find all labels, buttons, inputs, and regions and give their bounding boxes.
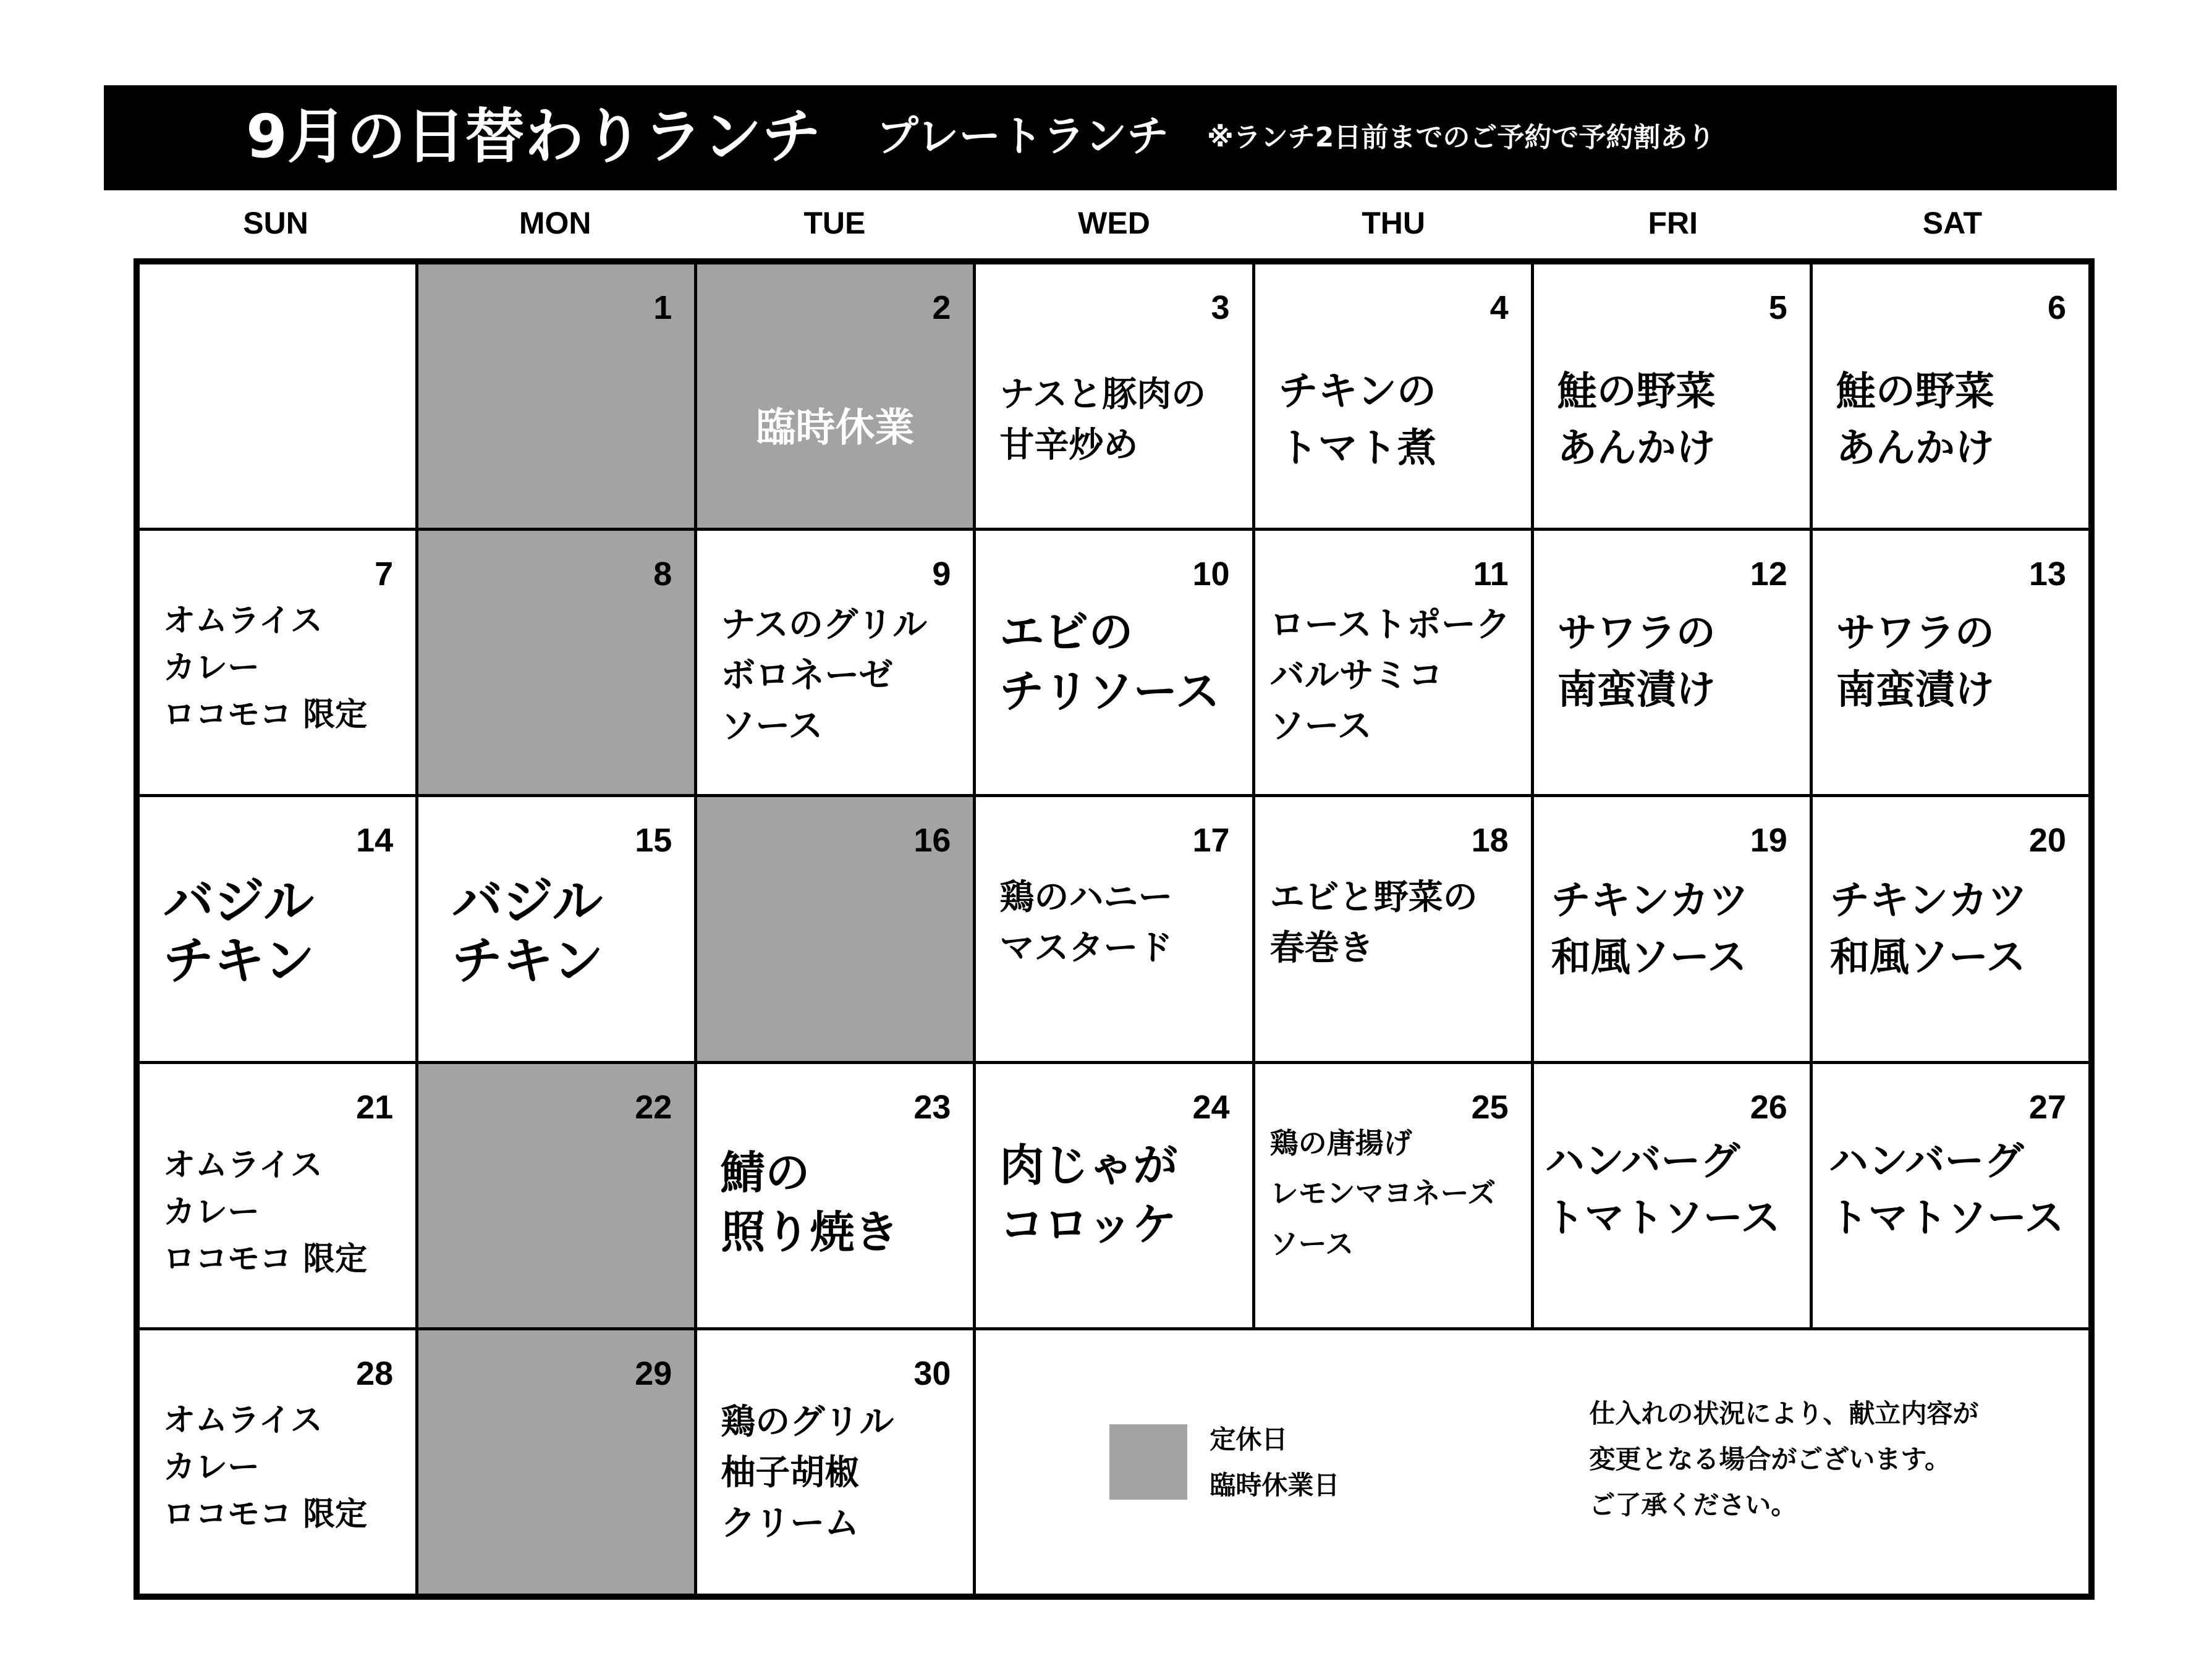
menu-text xyxy=(999,602,1243,721)
calendar-cell-day-17 xyxy=(976,797,1252,1060)
calendar-cell-day-30 xyxy=(697,1330,973,1594)
day-number: 21 xyxy=(356,1088,394,1126)
calendar-cell-day-13 xyxy=(1813,531,2088,794)
menu-line: エビの xyxy=(999,606,1134,659)
menu-line: トマト煮 xyxy=(1278,426,1437,471)
menu-line: ハンバーグ xyxy=(1828,1138,2024,1185)
calendar-cell-day-1 xyxy=(418,264,694,528)
calendar-cell-day-7 xyxy=(140,531,415,794)
weekday-wed: WED xyxy=(1078,206,1150,240)
menu-line: 鶏のハニー xyxy=(999,877,1173,918)
menu-line: 鮭の野菜 xyxy=(1557,369,1716,415)
calendar-cell-day-19 xyxy=(1534,797,1810,1060)
day-number: 2 xyxy=(932,289,951,326)
menu-text xyxy=(721,1397,964,1549)
menu-line: チキン xyxy=(452,932,604,991)
weekday-header-row xyxy=(136,196,2092,250)
day-number: 23 xyxy=(913,1088,951,1126)
day-number: 11 xyxy=(1473,555,1509,593)
calendar-cell-day-18 xyxy=(1255,797,1531,1060)
menu-text xyxy=(1836,363,2080,477)
menu-text xyxy=(999,370,1243,471)
day-number: 8 xyxy=(653,555,672,593)
menu-line: サワラの xyxy=(1836,610,1994,657)
menu-line: あんかけ xyxy=(1557,426,1716,471)
menu-text xyxy=(163,1142,407,1283)
menu-line: 和風ソース xyxy=(1829,935,2026,981)
weekday-mon: MON xyxy=(519,206,591,240)
day-number: 15 xyxy=(635,822,672,860)
weekday-tue: TUE xyxy=(803,206,866,240)
calendar-grid xyxy=(133,258,2095,1600)
calendar-cell-day-10 xyxy=(976,531,1252,794)
menu-line: オムライス xyxy=(163,602,323,640)
menu-text xyxy=(1551,872,1801,986)
calendar-cell-day-16 xyxy=(697,797,973,1060)
day-number: 5 xyxy=(1768,289,1787,326)
calendar-cell-day-20 xyxy=(1813,797,2088,1060)
menu-line: あんかけ xyxy=(1836,426,1994,471)
menu-text xyxy=(1836,605,2080,719)
menu-line: バルサミコ xyxy=(1269,656,1443,696)
menu-line: チキンの xyxy=(1278,369,1436,415)
menu-line: ローストポーク xyxy=(1269,605,1511,646)
menu-line: オムライス xyxy=(163,1401,323,1439)
menu-text xyxy=(452,872,685,991)
calendar-cell-day-2 xyxy=(697,264,973,528)
menu-line: ロコモコ 限定 xyxy=(163,696,368,734)
menu-line: サワラの xyxy=(1557,610,1716,657)
menu-line: レモンマヨネーズ xyxy=(1269,1176,1496,1210)
menu-text xyxy=(1270,600,1522,752)
menu-line: 鮭の野菜 xyxy=(1836,369,1994,415)
menu-line: チキン xyxy=(163,932,315,991)
day-number: 14 xyxy=(356,822,394,860)
calendar-cell-day-6 xyxy=(1813,264,2088,528)
calendar-cell-empty xyxy=(140,264,415,528)
menu-line: チリソース xyxy=(999,665,1220,718)
menu-line: 和風ソース xyxy=(1551,935,1747,981)
calendar-cell-day-5 xyxy=(1534,264,1810,528)
menu-text xyxy=(1829,1133,2080,1247)
menu-line: トマトソース xyxy=(1828,1195,2064,1241)
temporary-closure-label: 臨時休業 xyxy=(756,405,915,451)
legend-temporary-closure: 臨時休業日 xyxy=(1210,1469,1340,1500)
menu-line: クリーム xyxy=(721,1503,860,1544)
menu-line: 南蛮漬け xyxy=(1557,667,1716,714)
menu-text xyxy=(1830,872,2080,986)
day-number: 7 xyxy=(375,555,394,593)
notice-line: ご了承ください。 xyxy=(1589,1489,1797,1520)
menu-line: 春巻き xyxy=(1269,928,1374,969)
menu-line: コロッケ xyxy=(999,1198,1177,1251)
menu-line: 南蛮漬け xyxy=(1836,667,1994,714)
calendar-cell-day-25 xyxy=(1255,1064,1531,1327)
menu-line: ナスと豚肉の xyxy=(999,374,1206,415)
day-number: 4 xyxy=(1489,289,1509,326)
header-bar xyxy=(104,85,2117,190)
closed-day-swatch xyxy=(1109,1424,1187,1500)
day-number: 12 xyxy=(1750,555,1787,593)
weekday-fri: FRI xyxy=(1648,206,1698,240)
day-number: 19 xyxy=(1750,822,1787,860)
menu-text xyxy=(1545,1133,1801,1247)
menu-line: ロコモコ 限定 xyxy=(163,1240,368,1278)
day-number: 13 xyxy=(2028,555,2066,593)
menu-line: トマトソース xyxy=(1545,1195,1781,1241)
menu-line: ロコモコ 限定 xyxy=(163,1495,368,1533)
day-number: 26 xyxy=(1750,1088,1787,1126)
menu-change-notice xyxy=(1589,1391,1978,1528)
menu-line: 鶏のグリル xyxy=(721,1401,894,1442)
menu-line: ハンバーグ xyxy=(1545,1138,1740,1185)
calendar-cell-day-14 xyxy=(140,797,415,1060)
menu-text xyxy=(721,1143,964,1262)
weekday-sat: SAT xyxy=(1922,206,1983,240)
menu-text xyxy=(1557,605,1801,719)
calendar-cell-day-23 xyxy=(697,1064,973,1327)
day-number: 29 xyxy=(635,1354,672,1392)
day-number: 20 xyxy=(2028,822,2066,860)
menu-line: 鶏の唐揚げ xyxy=(1269,1126,1412,1160)
menu-text xyxy=(999,1136,1243,1254)
calendar-cell-day-9 xyxy=(697,531,973,794)
menu-line: ソース xyxy=(721,706,823,747)
day-number: 10 xyxy=(1192,555,1230,593)
menu-line: 甘辛炒め xyxy=(999,425,1138,465)
calendar-cell-day-28 xyxy=(140,1330,415,1594)
menu-line: ナスのグリル xyxy=(721,605,928,646)
menu-line: ソース xyxy=(1269,1227,1354,1261)
menu-text xyxy=(721,600,964,752)
legend-area xyxy=(976,1330,2088,1594)
day-number: 28 xyxy=(356,1354,394,1392)
page-subtitle: プレートランチ xyxy=(876,112,1169,161)
notice-line: 仕入れの状況により、献立内容が xyxy=(1589,1398,1979,1429)
menu-line: ボロネーゼ xyxy=(721,656,894,696)
calendar-cell-day-3 xyxy=(976,264,1252,528)
menu-line: カレー xyxy=(163,649,260,687)
calendar-cell-day-8 xyxy=(418,531,694,794)
calendar-cell-day-4 xyxy=(1255,264,1531,528)
menu-text xyxy=(163,872,407,991)
menu-line: 柚子胡椒 xyxy=(721,1452,860,1493)
menu-text xyxy=(163,1397,407,1538)
menu-line: マスタード xyxy=(999,928,1173,969)
page-title: 9月の日替わりランチ xyxy=(246,102,821,171)
day-number: 1 xyxy=(653,289,672,326)
day-number: 30 xyxy=(913,1354,951,1392)
calendar-cell-day-27 xyxy=(1813,1064,2088,1327)
calendar-cell-day-26 xyxy=(1534,1064,1810,1327)
menu-text xyxy=(999,872,1243,974)
menu-line: エビと野菜の xyxy=(1269,877,1478,918)
day-number: 25 xyxy=(1471,1088,1509,1126)
menu-text xyxy=(1270,1121,1522,1267)
menu-line: チキンカツ xyxy=(1829,878,2028,924)
menu-line: バジル xyxy=(452,872,603,932)
menu-line: カレー xyxy=(163,1448,260,1486)
calendar-cell-day-11 xyxy=(1255,531,1531,794)
day-number: 16 xyxy=(913,822,951,860)
menu-line: ソース xyxy=(1269,706,1372,747)
day-number: 17 xyxy=(1192,822,1230,860)
calendar-cell-day-12 xyxy=(1534,531,1810,794)
day-number: 24 xyxy=(1192,1088,1230,1126)
calendar-cell-day-24 xyxy=(976,1064,1252,1327)
calendar-cell-day-15 xyxy=(418,797,694,1060)
weekday-thu: THU xyxy=(1362,206,1426,240)
day-number: 22 xyxy=(635,1088,672,1126)
legend-regular-holiday: 定休日 xyxy=(1210,1424,1288,1455)
legend-labels xyxy=(1210,1417,1339,1508)
calendar-cell-day-29 xyxy=(418,1330,694,1594)
menu-line: カレー xyxy=(163,1193,260,1231)
menu-line: 照り焼き xyxy=(721,1206,899,1258)
menu-text xyxy=(1279,363,1522,477)
calendar-cell-day-22 xyxy=(418,1064,694,1327)
menu-line: チキンカツ xyxy=(1551,878,1749,924)
menu-line: バジル xyxy=(163,872,314,932)
menu-text xyxy=(1557,363,1801,477)
calendar-cell-day-21 xyxy=(140,1064,415,1327)
menu-text xyxy=(163,598,407,738)
menu-text xyxy=(1270,872,1522,974)
reservation-note: ※ランチ2日前までのご予約で予約割あり xyxy=(1207,122,1715,153)
menu-line: 鯖の xyxy=(721,1146,810,1199)
day-number: 27 xyxy=(2028,1088,2066,1126)
day-number: 6 xyxy=(2047,289,2066,326)
notice-line: 変更となる場合がございます。 xyxy=(1589,1443,1951,1474)
day-number: 3 xyxy=(1211,289,1230,326)
menu-line: 肉じゃが xyxy=(999,1139,1178,1191)
day-number: 9 xyxy=(932,555,951,593)
weekday-sun: SUN xyxy=(243,206,308,240)
menu-line: オムライス xyxy=(163,1146,323,1184)
day-number: 18 xyxy=(1471,822,1509,860)
